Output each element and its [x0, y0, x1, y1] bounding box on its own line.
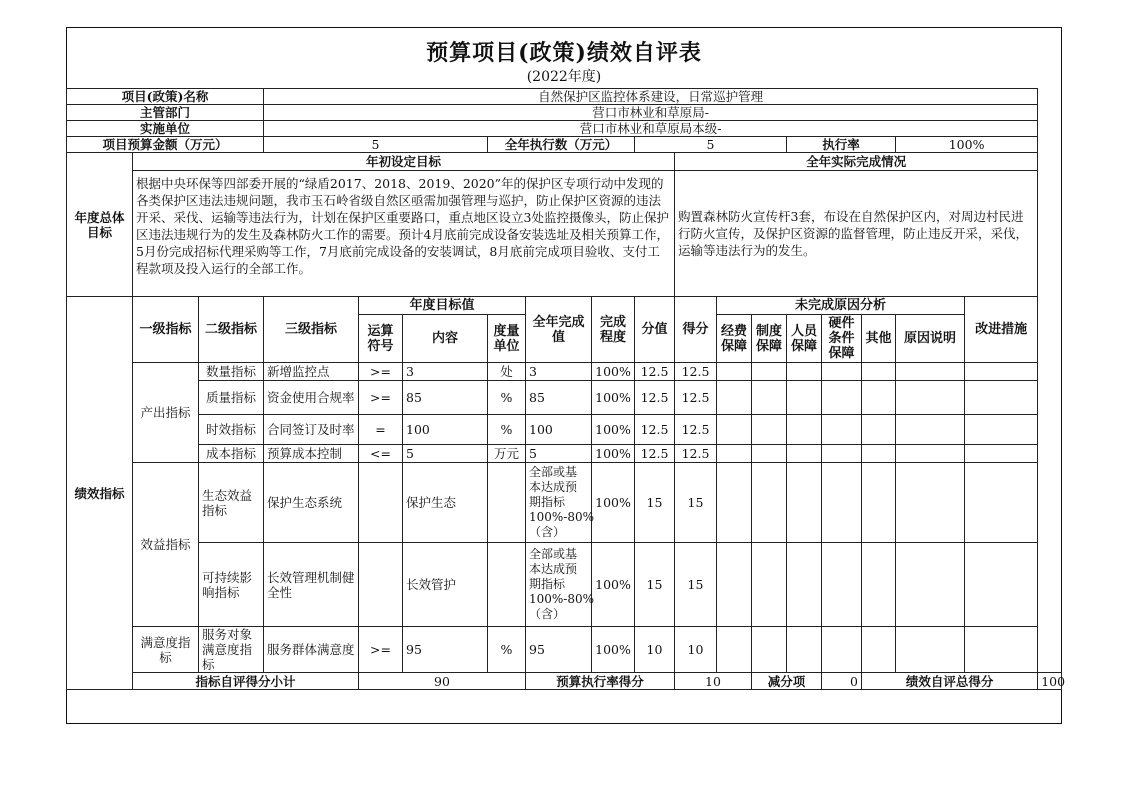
deduct-label: 减分项 — [752, 673, 822, 690]
op-cell: = — [359, 415, 403, 445]
got-cell: 12.5 — [675, 363, 717, 381]
table-row — [67, 445, 1062, 463]
done-cell: 3 — [526, 363, 592, 381]
l3-cell: 预算成本控制 — [264, 445, 359, 463]
table-row — [67, 415, 1062, 445]
done-cell: 全部或基本达成预期指标100%-80%（含） — [526, 543, 592, 627]
l2-cell: 成本指标 — [199, 445, 264, 463]
degree-cell: 100% — [592, 415, 635, 445]
budget-label: 项目预算金额（万元） — [67, 137, 264, 153]
reason-other-header: 其他 — [862, 315, 896, 363]
score-header: 分值 — [635, 297, 675, 363]
l2-cell: 质量指标 — [199, 381, 264, 415]
l3-cell: 保护生态系统 — [264, 463, 359, 543]
budget-score-value: 10 — [675, 673, 752, 690]
table-row — [67, 543, 1062, 627]
improve-header: 改进措施 — [965, 297, 1038, 363]
score-cell: 12.5 — [635, 381, 675, 415]
exec-label: 全年执行数（万元） — [488, 137, 635, 153]
content-header: 内容 — [403, 315, 488, 363]
l3-cell: 合同签订及时率 — [264, 415, 359, 445]
score-cell: 15 — [635, 463, 675, 543]
degree-cell: 100% — [592, 381, 635, 415]
op-cell — [359, 543, 403, 627]
op-header: 运算符号 — [359, 315, 403, 363]
got-cell: 15 — [675, 463, 717, 543]
l3-cell: 长效管理机制健全性 — [264, 543, 359, 627]
deduct-value: 0 — [822, 673, 862, 690]
total-label: 绩效自评总得分 — [862, 673, 1038, 690]
done-header: 全年完成值 — [526, 297, 592, 363]
project-name-value: 自然保护区监控体系建设，日常巡护管理 — [264, 89, 1038, 105]
annual-goal-label: 年度总体目标 — [67, 153, 133, 297]
score-cell: 12.5 — [635, 415, 675, 445]
evaluation-form — [66, 27, 1066, 724]
budget-value: 5 — [264, 137, 488, 153]
unit-value: 营口市林业和草原局本级- — [264, 121, 1038, 137]
reason-note-header: 原因说明 — [896, 315, 965, 363]
unit-cell — [488, 543, 526, 627]
score-cell: 12.5 — [635, 445, 675, 463]
unit-label: 实施单位 — [67, 121, 264, 137]
unit-cell — [488, 463, 526, 543]
form-title: 预算项目(政策)绩效自评表 — [426, 40, 702, 66]
got-cell: 12.5 — [675, 445, 717, 463]
l2-cell: 可持续影响指标 — [199, 543, 264, 627]
got-cell: 12.5 — [675, 415, 717, 445]
rate-value: 100% — [896, 137, 1038, 153]
got-cell: 10 — [675, 627, 717, 673]
done-cell: 85 — [526, 381, 592, 415]
dept-value: 营口市林业和草原局- — [264, 105, 1038, 121]
dept-label: 主管部门 — [67, 105, 264, 121]
table-row — [67, 463, 1062, 543]
subtotal-value: 90 — [359, 673, 526, 690]
lvl3-header: 三级指标 — [264, 297, 359, 363]
degree-cell: 100% — [592, 445, 635, 463]
benefit-group-label: 效益指标 — [133, 463, 199, 627]
op-cell: >= — [359, 381, 403, 415]
budget-score-label: 预算执行率得分 — [526, 673, 675, 690]
content-cell: 5 — [403, 445, 488, 463]
degree-cell: 100% — [592, 463, 635, 543]
initial-goal-label: 年初设定目标 — [133, 153, 675, 171]
satisfaction-group-label: 满意度指标 — [133, 627, 199, 673]
done-cell: 5 — [526, 445, 592, 463]
content-cell: 95 — [403, 627, 488, 673]
lvl2-header: 二级指标 — [199, 297, 264, 363]
project-name-label: 项目(政策)名称 — [67, 89, 264, 105]
rate-label: 执行率 — [787, 137, 896, 153]
actual-result-label: 全年实际完成情况 — [675, 153, 1038, 171]
kpi-section-label: 绩效指标 — [67, 297, 133, 690]
target-header: 年度目标值 — [359, 297, 526, 315]
l2-cell: 服务对象满意度指标 — [199, 627, 264, 673]
exec-value: 5 — [635, 137, 787, 153]
score-cell: 15 — [635, 543, 675, 627]
unit-cell: 万元 — [488, 445, 526, 463]
l3-cell: 资金使用合规率 — [264, 381, 359, 415]
table-row — [67, 381, 1062, 415]
done-cell: 全部或基本达成预期指标100%-80%（含） — [526, 463, 592, 543]
reason-fund-header: 经费保障 — [717, 315, 752, 363]
reason-system-header: 制度保障 — [752, 315, 787, 363]
op-cell: >= — [359, 627, 403, 673]
initial-goal-text: 根据中央环保等四部委开展的“绿盾2017、2018、2019、2020”年的保护区专项行动中发现的各类保护区违法违规问题，我市玉石岭省级自然区亟需加强管理与巡护，防止保护区资源的违法开采、采伐、运输等违法行为，计划在保护区重要路口，重点地区设立3处监控摄像头，防止保护区违法违规行为的发生及森林防火工作的需要。预计4月底前完成设备安装选址及相关预算工作，5月份完成招标代理采购等工作，7月底前完成设备的安装调试，8月底前完成项目验收、支付工程款项及投入运行的全部工作。 — [133, 171, 675, 297]
score-cell: 12.5 — [635, 363, 675, 381]
op-cell — [359, 463, 403, 543]
table-row — [67, 627, 1062, 673]
degree-cell: 100% — [592, 627, 635, 673]
degree-cell: 100% — [592, 363, 635, 381]
reason-staff-header: 人员保障 — [787, 315, 822, 363]
l2-cell: 数量指标 — [199, 363, 264, 381]
score-cell: 10 — [635, 627, 675, 673]
subtotal-label: 指标自评得分小计 — [133, 673, 359, 690]
reason-hardware-header: 硬件条件保障 — [822, 315, 862, 363]
got-cell: 15 — [675, 543, 717, 627]
got-cell: 12.5 — [675, 381, 717, 415]
content-cell: 100 — [403, 415, 488, 445]
degree-header: 完成程度 — [592, 297, 635, 363]
l2-cell: 时效指标 — [199, 415, 264, 445]
content-cell: 3 — [403, 363, 488, 381]
unit-cell: 处 — [488, 363, 526, 381]
l3-cell: 新增监控点 — [264, 363, 359, 381]
done-cell: 95 — [526, 627, 592, 673]
content-cell: 保护生态 — [403, 463, 488, 543]
reason-header: 未完成原因分析 — [717, 297, 965, 315]
got-header: 得分 — [675, 297, 717, 363]
form-year: (2022年度) — [526, 69, 602, 85]
degree-cell: 100% — [592, 543, 635, 627]
actual-result-text: 购置森林防火宣传杆3套，布设在自然保护区内，对周边村民进行防火宣传，及保护区资源的监督管理，防止违反开采，采伐，运输等违法行为的发生。 — [675, 171, 1038, 297]
unit-header: 度量单位 — [488, 315, 526, 363]
l2-cell: 生态效益指标 — [199, 463, 264, 543]
content-cell: 85 — [403, 381, 488, 415]
unit-cell: % — [488, 381, 526, 415]
content-cell: 长效管护 — [403, 543, 488, 627]
total-value: 100 — [1038, 673, 1062, 690]
op-cell: <= — [359, 445, 403, 463]
evaluation-table — [66, 88, 1066, 690]
done-cell: 100 — [526, 415, 592, 445]
l3-cell: 服务群体满意度 — [264, 627, 359, 673]
output-group-label: 产出指标 — [133, 363, 199, 463]
footer-row — [67, 673, 1062, 690]
op-cell: >= — [359, 363, 403, 381]
lvl1-header: 一级指标 — [133, 297, 199, 363]
unit-cell: % — [488, 415, 526, 445]
unit-cell: % — [488, 627, 526, 673]
table-row — [67, 363, 1062, 381]
